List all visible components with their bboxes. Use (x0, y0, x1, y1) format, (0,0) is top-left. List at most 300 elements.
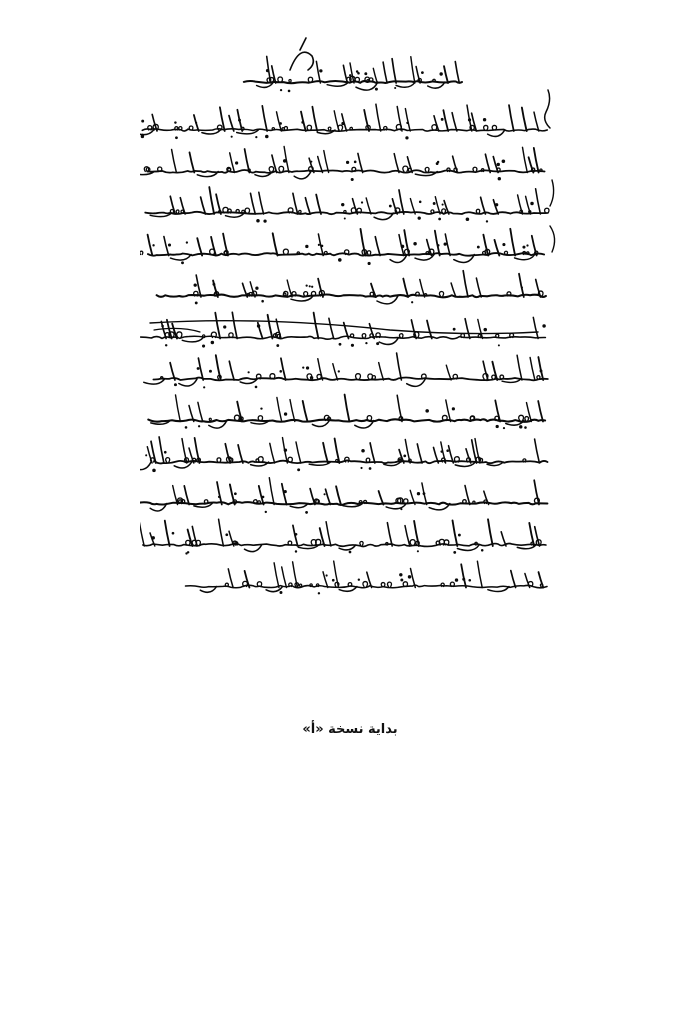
ink-dot (358, 579, 360, 581)
ink-dot (365, 342, 367, 344)
ink-stroke (347, 77, 351, 82)
ink-stroke (270, 443, 275, 463)
ink-dot (524, 426, 527, 429)
ink-dot (255, 287, 258, 290)
ink-dot (411, 301, 413, 303)
ink-dot (341, 122, 344, 125)
ink-stroke (377, 296, 398, 304)
ink-dot (256, 219, 260, 223)
ink-dot (354, 161, 357, 164)
ink-stroke (463, 271, 468, 297)
ink-dot (483, 118, 486, 121)
ink-stroke (182, 338, 203, 342)
ink-stroke (519, 274, 524, 297)
handwritten-arabic-manuscript (140, 30, 560, 630)
ink-dot (324, 493, 326, 495)
ink-stroke (154, 328, 200, 332)
ink-stroke (358, 153, 363, 172)
ink-dot (425, 409, 429, 413)
ink-dot (440, 450, 442, 452)
ink-dot (437, 161, 439, 163)
ink-stroke (217, 482, 222, 505)
ink-stroke (173, 486, 178, 505)
ink-stroke (170, 196, 175, 214)
ink-stroke (290, 52, 313, 70)
ink-dot (421, 71, 424, 74)
ink-stroke (307, 125, 311, 130)
ink-dot (540, 370, 543, 373)
ink-stroke (268, 315, 273, 339)
ink-stroke (333, 364, 338, 380)
ink-dot (261, 300, 264, 303)
ink-dot (522, 246, 525, 249)
ink-dot (279, 122, 282, 125)
ink-dot (302, 367, 304, 369)
ink-dot (262, 496, 265, 499)
ink-dot (351, 344, 354, 347)
ink-stroke (229, 361, 234, 380)
ink-dot (309, 285, 311, 287)
ink-stroke (329, 318, 334, 338)
ink-dot (418, 217, 421, 220)
ink-stroke (336, 486, 341, 504)
ink-stroke (379, 363, 384, 380)
ink-stroke (493, 200, 498, 214)
ink-dot (530, 202, 533, 205)
ink-dot (280, 89, 282, 91)
ink-dot (306, 285, 308, 287)
ink-dot (453, 551, 456, 554)
ink-stroke (538, 401, 543, 422)
ink-dot (389, 205, 392, 208)
ink-stroke (314, 313, 319, 339)
ink-stroke (523, 147, 528, 172)
ink-dot (187, 551, 189, 553)
ink-stroke (411, 57, 415, 83)
ink-dot (458, 534, 461, 537)
ink-stroke (143, 544, 546, 547)
ink-dot (326, 574, 328, 576)
ink-dot (295, 550, 297, 552)
ink-stroke (439, 291, 443, 296)
ink-stroke (417, 444, 422, 463)
ink-dot (376, 342, 379, 345)
ink-stroke (282, 567, 287, 588)
ink-dot (198, 425, 200, 427)
ink-stroke (258, 416, 262, 421)
ink-dot (452, 407, 455, 410)
ink-stroke (526, 196, 531, 214)
ink-dot (301, 121, 304, 124)
ink-stroke (148, 419, 545, 422)
ink-dot (526, 244, 528, 246)
ink-dot (318, 244, 320, 246)
ink-dot (521, 286, 523, 288)
ink-dot (305, 245, 308, 248)
ink-dot (257, 324, 260, 327)
ink-stroke (361, 229, 366, 256)
ink-stroke (525, 417, 529, 421)
ink-dot (235, 161, 238, 164)
ink-stroke (176, 395, 181, 422)
ink-dot (194, 284, 197, 287)
ink-dot (394, 87, 396, 89)
ink-stroke (425, 167, 429, 171)
ink-stroke (238, 445, 243, 463)
ink-dot (495, 203, 498, 206)
ink-stroke (300, 38, 306, 50)
ink-dot (446, 449, 449, 452)
ink-dot (502, 243, 505, 246)
ink-stroke (335, 582, 339, 586)
ink-dot (218, 496, 220, 498)
ink-stroke (272, 155, 277, 172)
ink-stroke (318, 359, 323, 380)
ink-dot (444, 242, 447, 245)
ink-dot (542, 324, 545, 327)
ink-stroke (140, 251, 143, 254)
ink-dot (186, 241, 188, 243)
ink-dot (255, 136, 257, 138)
ink-dot (310, 161, 312, 163)
ink-stroke (461, 564, 466, 587)
ink-stroke (176, 210, 179, 213)
ink-dot (417, 550, 419, 552)
ink-dot (419, 201, 422, 204)
ink-stroke (148, 235, 153, 256)
ink-stroke (476, 278, 481, 297)
ink-dot (164, 451, 167, 454)
ink-stroke (345, 395, 350, 422)
ink-stroke (198, 402, 203, 421)
ink-stroke (392, 59, 396, 83)
ink-stroke (465, 319, 470, 339)
ink-dot (477, 246, 480, 249)
ink-dot (279, 370, 282, 373)
ink-stroke (278, 77, 283, 82)
ink-dot (284, 448, 287, 451)
ink-stroke (394, 154, 399, 173)
ink-dot (344, 217, 346, 219)
ink-dot (141, 120, 144, 123)
ink-dot (318, 592, 320, 594)
ink-dot (152, 469, 156, 473)
ink-dot (442, 204, 444, 206)
ink-dot (161, 325, 164, 328)
ink-dot (260, 407, 262, 409)
ink-stroke (511, 571, 516, 588)
ink-dot (305, 511, 308, 514)
ink-dot (265, 511, 267, 513)
ink-stroke (443, 110, 448, 131)
ink-stroke (396, 82, 415, 87)
ink-dot (468, 579, 471, 582)
ink-stroke (303, 401, 308, 422)
ink-dot (145, 454, 147, 456)
ink-dot (417, 492, 420, 495)
ink-dot (455, 578, 458, 581)
ink-stroke (211, 237, 216, 256)
ink-dot (195, 302, 198, 305)
ink-dot (211, 341, 214, 344)
ink-stroke (407, 379, 426, 386)
ink-stroke (219, 519, 224, 546)
ink-dot (497, 163, 500, 166)
ink-stroke (277, 112, 282, 131)
ink-stroke (444, 66, 448, 83)
ink-dot (413, 242, 416, 245)
ink-stroke (363, 582, 368, 587)
ink-stroke (289, 79, 291, 82)
ink-stroke (379, 338, 398, 345)
ink-dot (152, 244, 154, 246)
ink-stroke (536, 189, 541, 214)
ink-dot (195, 122, 197, 124)
ink-dot (502, 159, 506, 163)
ink-stroke (484, 125, 488, 130)
ink-dot (361, 449, 365, 453)
ink-stroke (509, 105, 514, 131)
ink-dot (203, 386, 205, 388)
ink-dot (266, 69, 268, 71)
ink-stroke (164, 237, 169, 256)
ink-dot (496, 425, 499, 428)
ink-dot (225, 533, 228, 536)
ink-stroke (375, 237, 380, 256)
ink-dot (368, 262, 371, 265)
ink-stroke (140, 462, 151, 470)
ink-dot (351, 178, 354, 181)
ink-stroke (405, 109, 410, 131)
ink-stroke (324, 151, 329, 173)
ink-dot (375, 88, 378, 91)
ink-dot (181, 261, 184, 264)
ink-stroke (373, 68, 377, 83)
ink-stroke (159, 437, 164, 463)
ink-dot (360, 467, 362, 469)
ink-stroke (432, 125, 437, 130)
ink-dot (321, 245, 324, 248)
ink-dot (438, 218, 441, 221)
ink-stroke (267, 78, 271, 82)
ink-dot (364, 72, 367, 75)
ink-stroke (282, 484, 287, 505)
ink-dot (209, 370, 212, 373)
ink-dot (185, 426, 188, 429)
ink-dot (466, 217, 470, 221)
ink-dot (486, 220, 488, 222)
ink-stroke (147, 170, 544, 173)
ink-stroke (360, 542, 363, 545)
ink-dot (319, 69, 322, 72)
ink-dot (498, 344, 500, 346)
ink-stroke (452, 113, 457, 131)
ink-stroke (234, 415, 239, 420)
ink-stroke (174, 462, 192, 468)
ink-stroke (533, 317, 538, 338)
ink-stroke (293, 525, 298, 546)
ink-dot (481, 549, 484, 552)
ink-stroke (455, 62, 459, 83)
ink-stroke (274, 563, 279, 588)
ink-stroke (197, 238, 202, 255)
ink-stroke (366, 198, 371, 214)
ink-dot (433, 202, 436, 205)
ink-stroke (326, 489, 331, 504)
ink-stroke (473, 167, 477, 171)
ink-stroke (367, 251, 370, 255)
ink-stroke (427, 321, 432, 339)
ink-stroke (281, 358, 286, 380)
ink-dot (263, 220, 266, 223)
ink-stroke (323, 443, 328, 463)
ink-stroke (186, 540, 190, 545)
ink-dot (332, 579, 335, 582)
ink-stroke (277, 398, 282, 422)
ink-dot (197, 367, 200, 370)
ink-stroke (446, 365, 451, 380)
ink-dot (399, 573, 402, 576)
ink-stroke (209, 187, 214, 214)
ink-stroke (408, 168, 411, 171)
ink-stroke (209, 418, 211, 420)
ink-dot (453, 328, 456, 331)
ink-stroke (442, 209, 446, 213)
ink-dot (423, 492, 426, 495)
ink-stroke (411, 569, 416, 588)
ink-dot (361, 201, 363, 203)
ink-stroke (550, 226, 555, 252)
ink-dot (349, 551, 352, 554)
ink-stroke (177, 332, 182, 338)
ink-stroke (305, 198, 310, 214)
ink-dot (284, 490, 287, 493)
ink-dot (283, 159, 287, 163)
ink-stroke (140, 522, 144, 546)
ink-stroke (166, 458, 170, 462)
ink-dot (234, 492, 237, 495)
ink-stroke (435, 231, 440, 256)
ink-dot (405, 136, 408, 139)
ink-dot (403, 455, 406, 458)
ink-stroke (530, 358, 535, 381)
ink-stroke (262, 106, 267, 131)
ink-stroke (273, 233, 278, 255)
ink-stroke (269, 167, 273, 172)
ink-stroke (410, 540, 415, 545)
ink-dot (346, 161, 349, 164)
ink-dot (279, 591, 282, 594)
ink-dot (165, 344, 167, 346)
ink-dot (356, 70, 359, 73)
ink-stroke (251, 193, 256, 214)
ink-dot (400, 578, 403, 581)
ink-dot (437, 244, 439, 246)
ink-dot (339, 343, 342, 346)
ink-stroke (366, 458, 370, 462)
ink-dot (462, 578, 465, 581)
ink-dot (288, 90, 291, 93)
manuscript-caption: بداية نسخة «أ» (302, 722, 398, 737)
ink-stroke (259, 192, 264, 214)
ink-dot (151, 536, 154, 539)
ink-stroke (155, 460, 548, 463)
ink-dot (408, 575, 411, 578)
ink-dot (519, 425, 522, 428)
ink-dot (175, 136, 178, 139)
ink-stroke (454, 168, 457, 171)
ink-stroke (477, 561, 482, 587)
ink-stroke (510, 229, 515, 256)
ink-stroke (269, 478, 274, 505)
ink-stroke (318, 157, 323, 173)
ink-stroke (370, 443, 375, 463)
ink-dot (306, 366, 309, 369)
ink-stroke (362, 334, 366, 338)
ink-stroke (535, 439, 540, 463)
ink-stroke (364, 110, 369, 131)
ink-stroke (383, 62, 387, 83)
ink-dot (223, 325, 226, 328)
ink-stroke (405, 526, 410, 546)
ink-stroke (545, 90, 550, 128)
ink-stroke (379, 491, 384, 505)
ink-stroke (399, 334, 402, 338)
ink-stroke (245, 208, 249, 213)
ink-stroke (196, 540, 200, 545)
ink-stroke (294, 172, 311, 179)
ink-dot (483, 328, 487, 332)
ink-stroke (165, 521, 170, 546)
ink-stroke (501, 532, 506, 546)
ink-dot (439, 72, 442, 75)
ink-stroke (517, 355, 522, 380)
ink-stroke (522, 108, 527, 131)
ink-stroke (455, 462, 475, 466)
ink-stroke (308, 77, 312, 82)
ink-stroke (316, 195, 321, 215)
ink-dot (341, 203, 344, 206)
ink-stroke (217, 458, 221, 462)
ink-dot (168, 243, 171, 246)
manuscript-image (140, 30, 560, 630)
ink-stroke (334, 561, 339, 587)
ink-dot (202, 344, 205, 347)
ink-stroke (356, 374, 361, 379)
ink-stroke (476, 209, 479, 213)
ink-dot (468, 118, 471, 121)
ink-stroke (293, 193, 298, 214)
ink-stroke (296, 442, 301, 463)
ink-stroke (259, 486, 264, 505)
ink-stroke (328, 127, 331, 130)
ink-stroke (230, 484, 235, 504)
ink-stroke (172, 150, 177, 173)
ink-dot (369, 467, 372, 470)
ink-dot (349, 74, 351, 76)
ink-stroke (519, 415, 524, 420)
ink-stroke (453, 520, 458, 546)
ink-dot (441, 118, 444, 121)
ink-dot (255, 386, 258, 389)
ink-stroke (299, 210, 301, 213)
ink-dot (311, 286, 313, 288)
ink-dot (338, 370, 340, 372)
ink-stroke (387, 582, 391, 586)
ink-dot (503, 427, 505, 429)
ink-dot (401, 245, 405, 249)
ink-stroke (492, 375, 496, 379)
